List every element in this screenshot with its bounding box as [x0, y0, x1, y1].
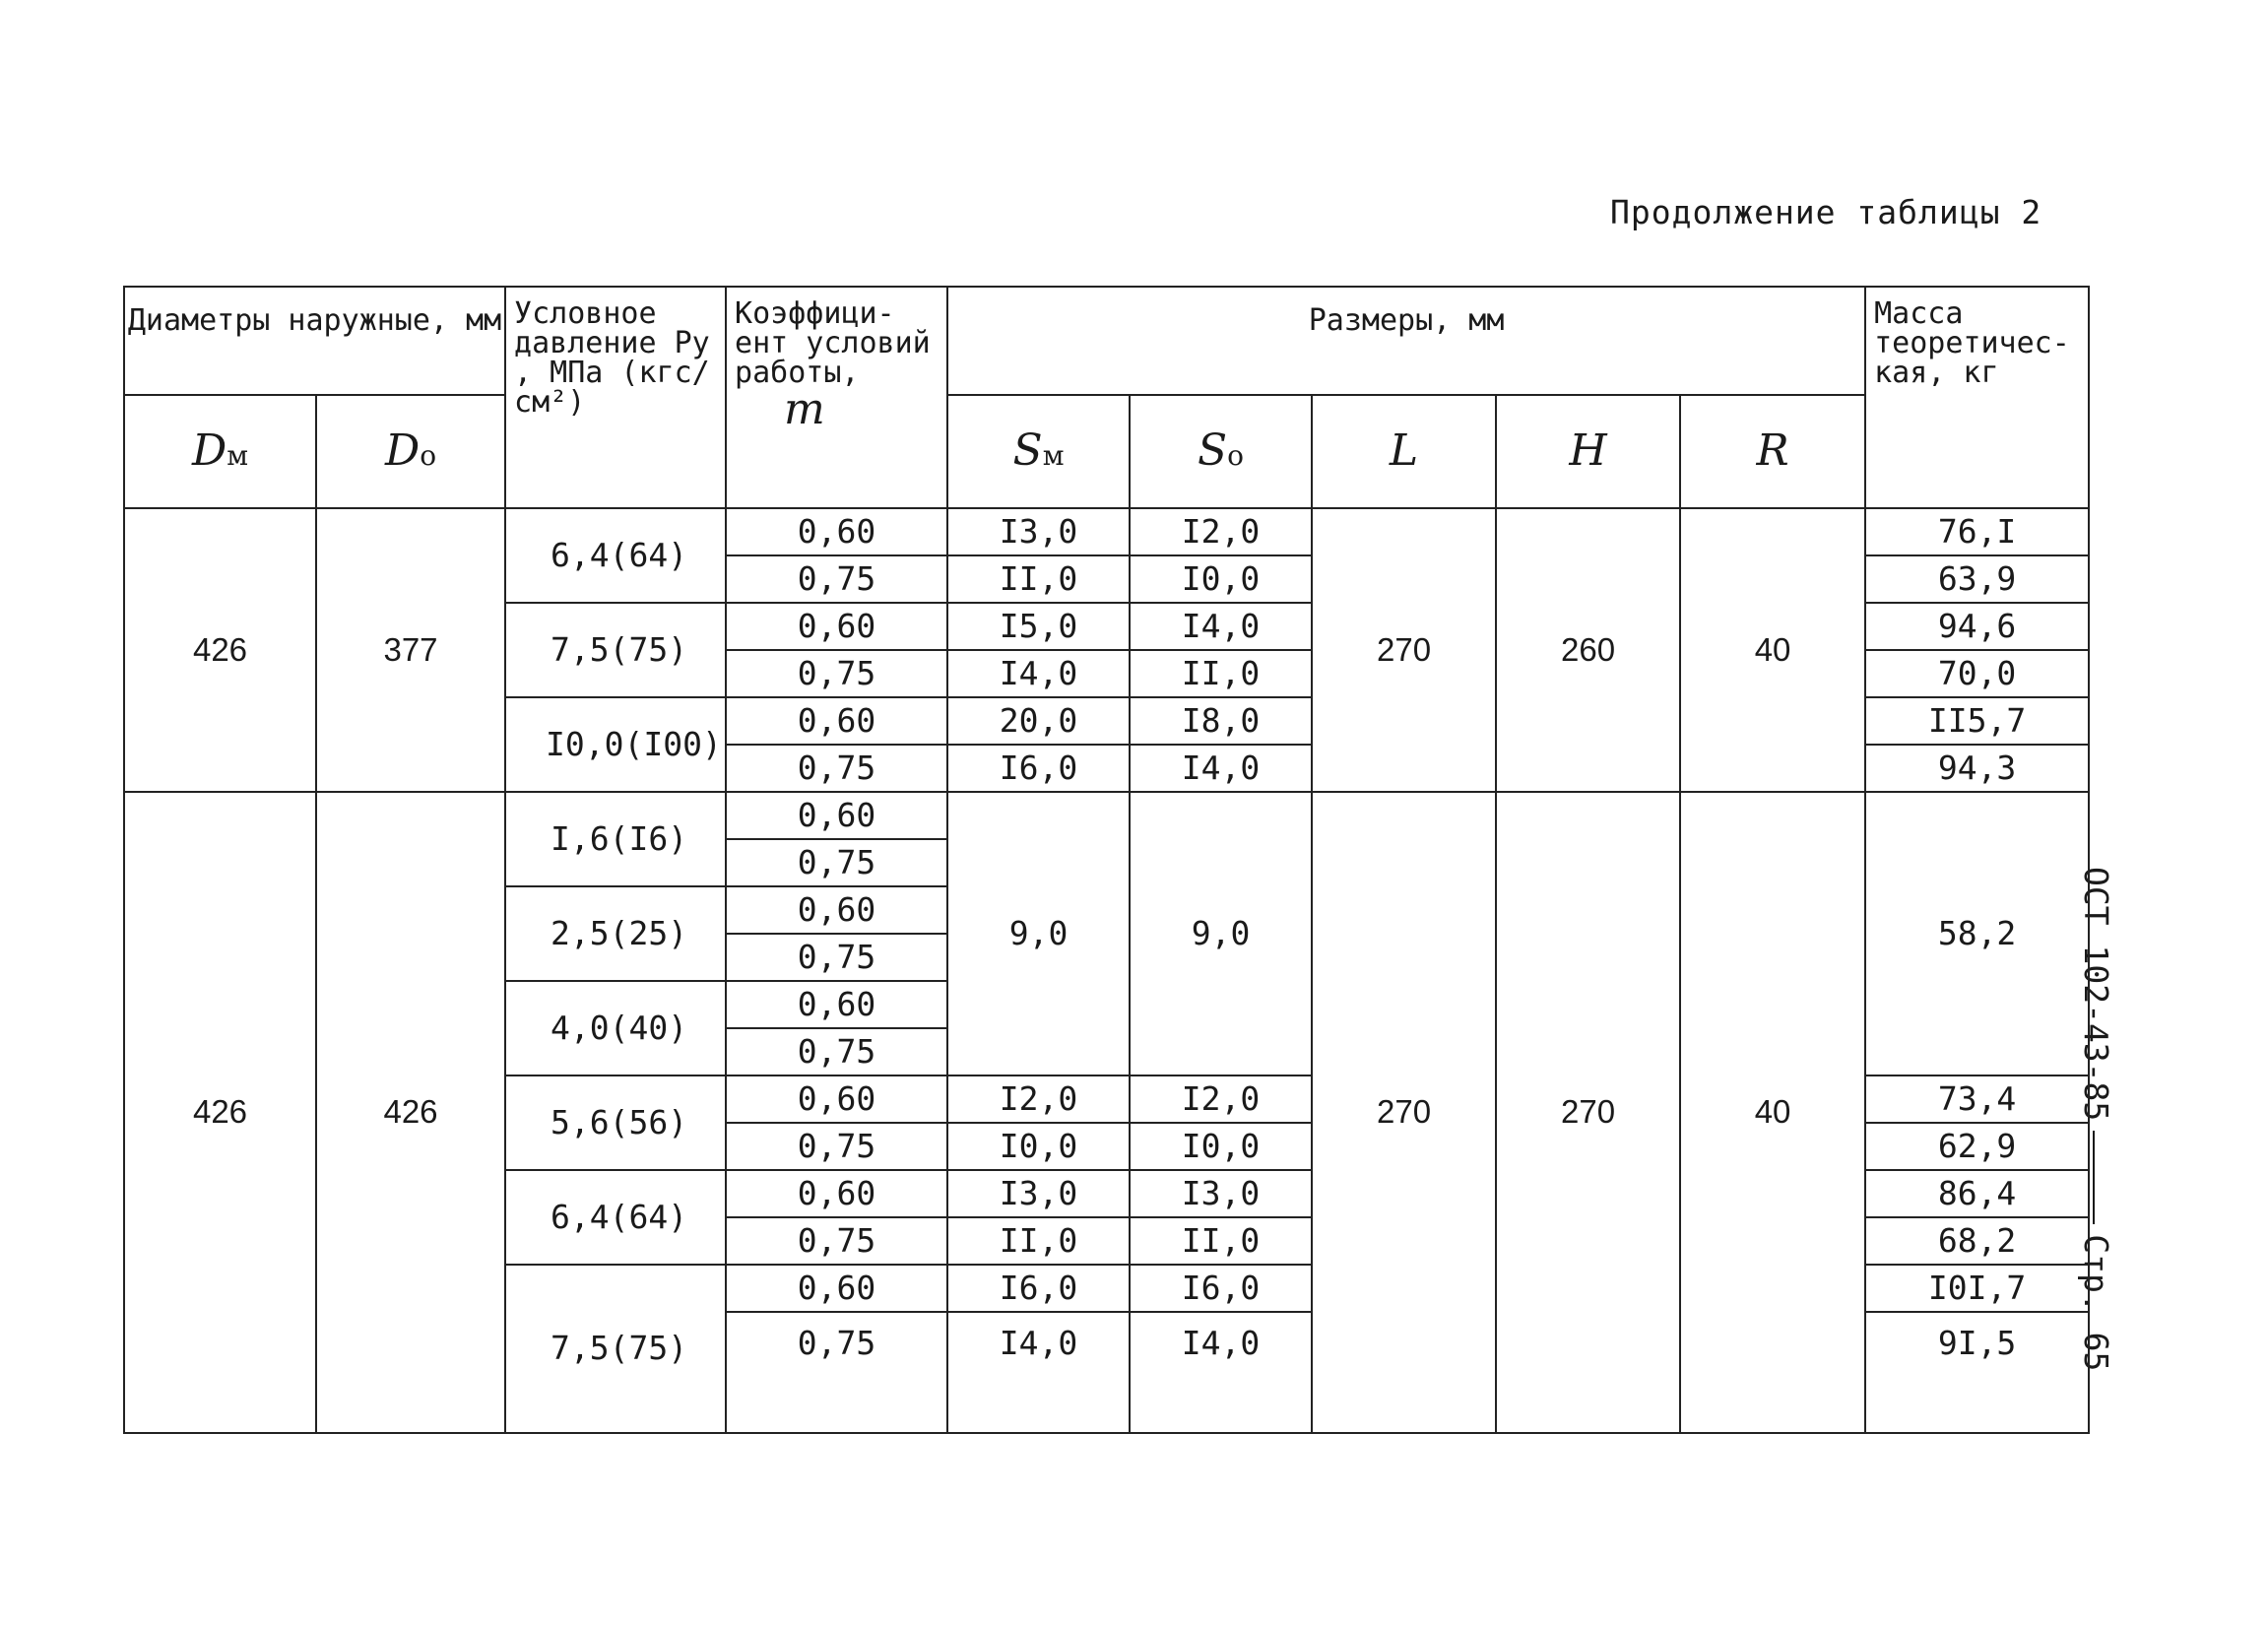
g1-pressure-3: I0,0(I00) — [505, 697, 726, 792]
g2-pressure-1: I,6(I6) — [505, 792, 726, 886]
table-caption: Продолжение таблицы 2 — [1610, 193, 2042, 231]
g2-pressure-4: 5,6(56) — [505, 1075, 726, 1170]
g1-mass-1: 76,I — [1865, 508, 2089, 555]
g1-so-6: I4,0 — [1130, 745, 1312, 792]
header-do — [316, 395, 505, 507]
g1-so-2: I0,0 — [1130, 555, 1312, 603]
header-diameters: Диаметры наружные, мм — [124, 287, 505, 395]
g2-mass-11: I0I,7 — [1865, 1265, 2089, 1312]
g2-h: 270 — [1496, 792, 1680, 1433]
g2-m-8: 0,75 — [726, 1123, 947, 1170]
g2-pressure-6: 7,5(75) — [505, 1265, 726, 1433]
table-row — [124, 508, 2089, 555]
header-coefficient-symbol: m — [784, 384, 825, 434]
g1-sm-6: I6,0 — [947, 745, 1130, 792]
g2-sm-10: II,0 — [947, 1217, 1130, 1265]
g2-mass-8: 62,9 — [1865, 1123, 2089, 1170]
g1-m-1: 0,60 — [726, 508, 947, 555]
g1-m-4: 0,75 — [726, 650, 947, 697]
g1-pressure-2: 7,5(75) — [505, 603, 726, 697]
document-number: ОСТ 102-43-85 — [2077, 867, 2115, 1122]
g2-sm-merged: 9,0 — [947, 792, 1130, 1075]
g2-pressure-5: 6,4(64) — [505, 1170, 726, 1265]
g1-mass-2: 63,9 — [1865, 555, 2089, 603]
header-pressure: Условное давление Ру , МПа (кгс/см²) — [505, 287, 726, 508]
page-number: Стр. 65 — [2077, 1234, 2115, 1372]
spec-table — [123, 286, 2090, 1434]
g1-m-6: 0,75 — [726, 745, 947, 792]
header-coefficient-text: Коэффици- ент условий работы, — [735, 296, 931, 390]
g2-dm: 426 — [124, 792, 316, 1433]
g1-so-3: I4,0 — [1130, 603, 1312, 650]
g2-sm-7: I2,0 — [947, 1075, 1130, 1123]
g2-so-7: I2,0 — [1130, 1075, 1312, 1123]
g2-do: 426 — [316, 792, 505, 1433]
g1-sm-4: I4,0 — [947, 650, 1130, 697]
g2-so-11: I6,0 — [1130, 1265, 1312, 1312]
g2-mass-merged: 58,2 — [1865, 792, 2089, 1075]
g1-m-2: 0,75 — [726, 555, 947, 603]
g2-pressure-3: 4,0(40) — [505, 981, 726, 1075]
g1-m-3: 0,60 — [726, 603, 947, 650]
header-dm — [124, 395, 316, 507]
g2-so-10: II,0 — [1130, 1217, 1312, 1265]
header-sm-subscript: м — [1042, 439, 1065, 473]
g2-mass-10: 68,2 — [1865, 1217, 2089, 1265]
g1-sm-5: 20,0 — [947, 697, 1130, 745]
g2-m-5: 0,60 — [726, 981, 947, 1028]
g2-mass-9: 86,4 — [1865, 1170, 2089, 1217]
header-so-symbol: S — [1198, 425, 1228, 477]
g2-mass-7: 73,4 — [1865, 1075, 2089, 1123]
g2-m-6: 0,75 — [726, 1028, 947, 1075]
header-dm-subscript: м — [227, 439, 249, 473]
g2-so-8: I0,0 — [1130, 1123, 1312, 1170]
g2-m-9: 0,60 — [726, 1170, 947, 1217]
g1-so-5: I8,0 — [1130, 697, 1312, 745]
header-dm-symbol: D — [191, 425, 227, 477]
g2-m-7: 0,60 — [726, 1075, 947, 1123]
g2-m-12: 0,75 — [726, 1312, 947, 1433]
g2-pressure-2: 2,5(25) — [505, 886, 726, 981]
g2-m-4: 0,75 — [726, 934, 947, 981]
header-do-symbol: D — [384, 425, 421, 477]
g2-so-merged: 9,0 — [1130, 792, 1312, 1075]
header-l: L — [1312, 395, 1496, 507]
g1-m-5: 0,60 — [726, 697, 947, 745]
g2-so-9: I3,0 — [1130, 1170, 1312, 1217]
g1-mass-6: 94,3 — [1865, 745, 2089, 792]
g2-mass-12: 9I,5 — [1865, 1312, 2089, 1433]
table-row — [124, 792, 2089, 839]
g2-m-2: 0,75 — [726, 839, 947, 886]
g1-sm-2: II,0 — [947, 555, 1130, 603]
g2-m-11: 0,60 — [726, 1265, 947, 1312]
g1-so-4: II,0 — [1130, 650, 1312, 697]
g2-r: 40 — [1680, 792, 1865, 1433]
header-so — [1130, 395, 1312, 507]
g1-sm-3: I5,0 — [947, 603, 1130, 650]
header-so-subscript: о — [1227, 439, 1245, 473]
header-h: H — [1496, 395, 1680, 507]
g1-mass-5: II5,7 — [1865, 697, 2089, 745]
header-mass: Масса теоретичес- кая, кг — [1865, 287, 2089, 508]
g1-h: 260 — [1496, 508, 1680, 792]
g2-so-12: I4,0 — [1130, 1312, 1312, 1433]
g2-m-10: 0,75 — [726, 1217, 947, 1265]
g2-sm-11: I6,0 — [947, 1265, 1130, 1312]
g2-l: 270 — [1312, 792, 1496, 1433]
header-coefficient — [726, 287, 947, 508]
g1-sm-1: I3,0 — [947, 508, 1130, 555]
g2-m-1: 0,60 — [726, 792, 947, 839]
header-sm — [947, 395, 1130, 507]
g1-so-1: I2,0 — [1130, 508, 1312, 555]
header-sizes: Размеры, мм — [947, 287, 1865, 395]
g2-sm-12: I4,0 — [947, 1312, 1130, 1433]
g1-mass-3: 94,6 — [1865, 603, 2089, 650]
g2-sm-8: I0,0 — [947, 1123, 1130, 1170]
header-sm-symbol: S — [1012, 425, 1043, 477]
g1-pressure-1: 6,4(64) — [505, 508, 726, 603]
g2-m-3: 0,60 — [726, 886, 947, 934]
header-r: R — [1680, 395, 1865, 507]
g1-r: 40 — [1680, 508, 1865, 792]
g2-sm-9: I3,0 — [947, 1170, 1130, 1217]
g1-mass-4: 70,0 — [1865, 650, 2089, 697]
header-do-subscript: о — [420, 439, 437, 473]
separator-line — [2093, 1131, 2096, 1224]
g1-l: 270 — [1312, 508, 1496, 792]
g1-dm: 426 — [124, 508, 316, 792]
g1-do: 377 — [316, 508, 505, 792]
